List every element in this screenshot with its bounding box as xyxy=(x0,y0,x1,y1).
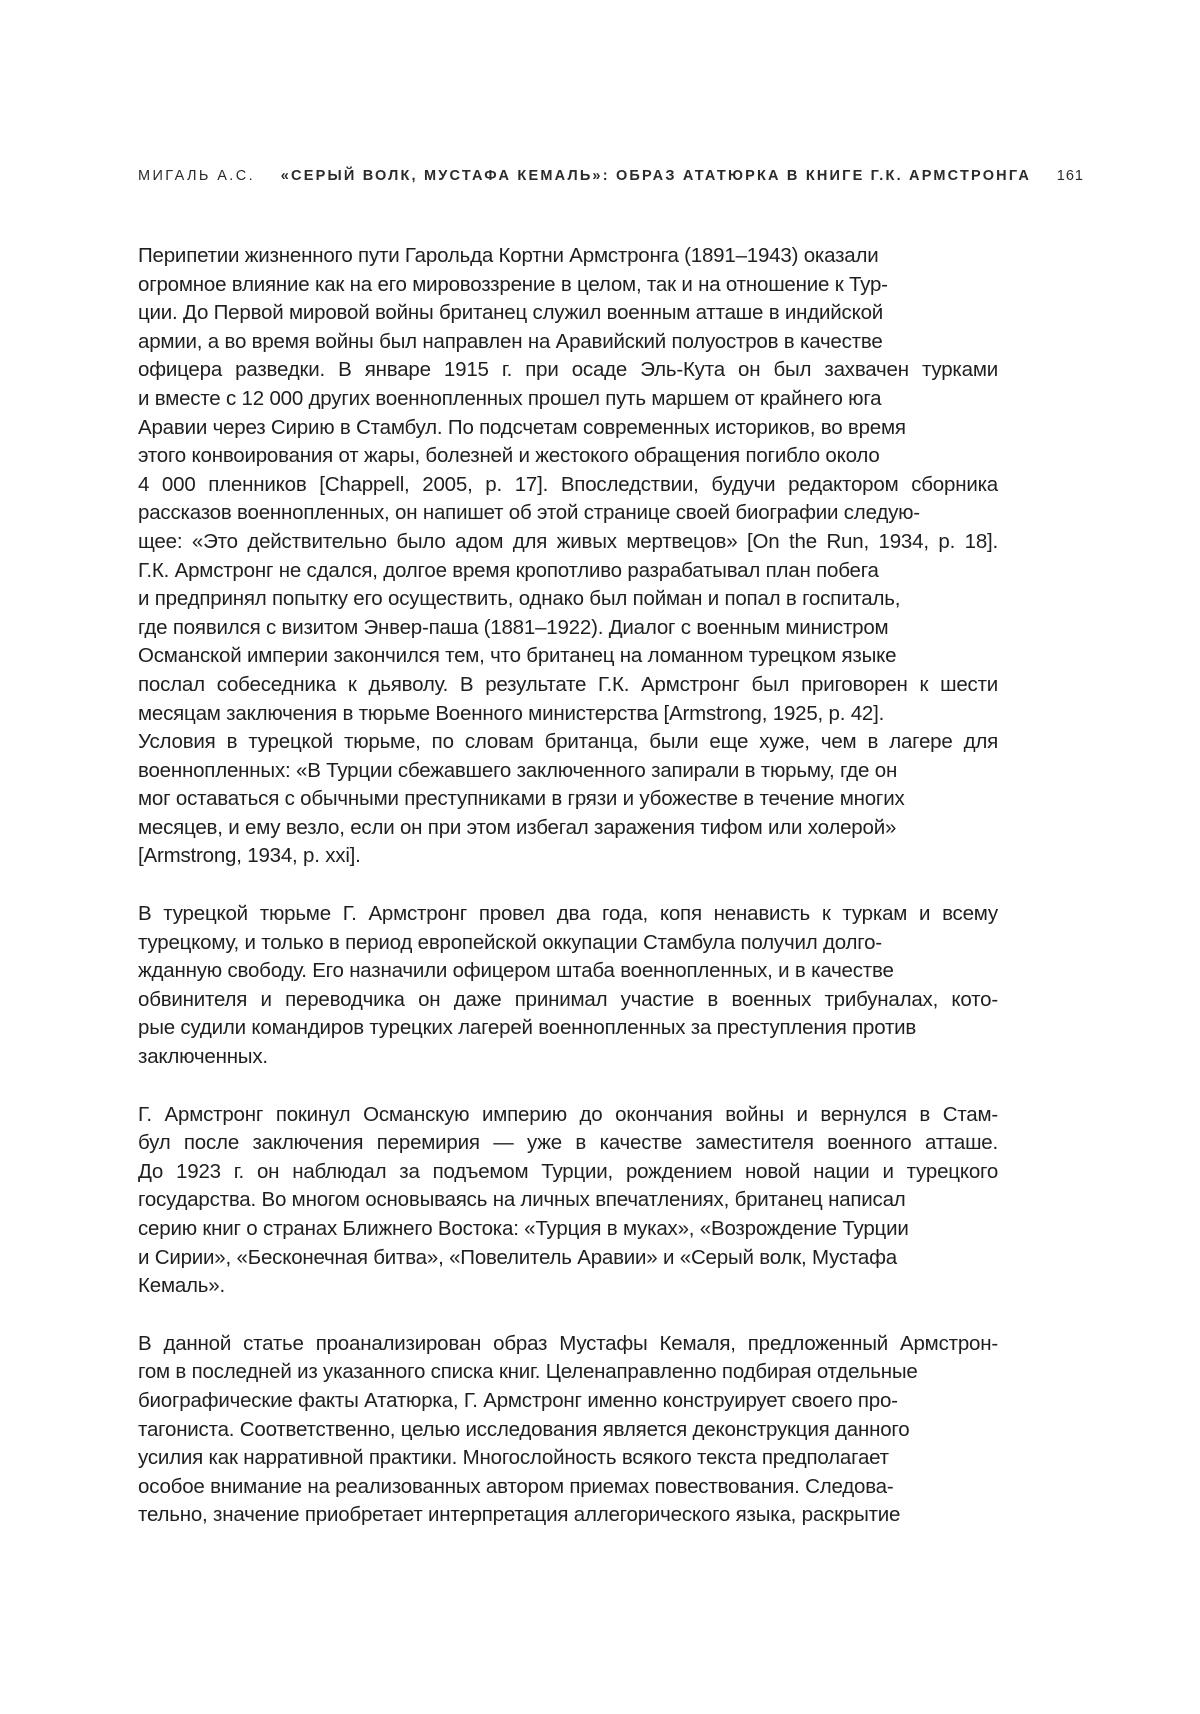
text-line: тагониста. Соответственно, целью исследования является деконструкция данного xyxy=(138,1416,998,1445)
text-line: бул после заключения перемирия — уже в качестве заместителя военного атташе. xyxy=(138,1129,998,1158)
paragraph xyxy=(138,242,998,871)
text-line: государства. Во многом основываясь на личных впечатлениях, британец написал xyxy=(138,1186,998,1215)
text-line: офицера разведки. В январе 1915 г. при осаде Эль-Кута он был захвачен турками xyxy=(138,356,998,385)
text-line: Г.К. Армстронг не сдался, долгое время кропотливо разрабатывал план побега xyxy=(138,557,998,586)
paragraph xyxy=(138,900,998,1072)
text-line: Условия в турецкой тюрьме, по словам британца, были еще хуже, чем в лагере для xyxy=(138,728,998,757)
text-line: мог оставаться с обычными преступниками в грязи и убожестве в течение многих xyxy=(138,785,998,814)
text-line: 4 000 пленников [Chappell, 2005, p. 17]. Впоследствии, будучи редактором сборника xyxy=(138,471,998,500)
text-line: обвинителя и переводчика он даже принимал участие в военных трибуналах, кото- xyxy=(138,986,998,1015)
article-body xyxy=(138,242,998,1559)
text-line: месяцев, и ему везло, если он при этом избегал заражения тифом или холерой» xyxy=(138,814,998,843)
text-line: месяцам заключения в тюрьме Военного министерства [Armstrong, 1925, p. 42]. xyxy=(138,700,998,729)
page-number: 161 xyxy=(1057,168,1084,184)
text-line: послал собеседника к дьяволу. В результате Г.К. Армстронг был приговорен к шести xyxy=(138,671,998,700)
text-line: Аравии через Сирию в Стамбул. По подсчетам современных историков, во время xyxy=(138,414,998,443)
text-line: биографические факты Ататюрка, Г. Армстронг именно конструирует своего про- xyxy=(138,1387,998,1416)
text-line: военнопленных: «В Турции сбежавшего заключенного запирали в тюрьму, где он xyxy=(138,757,998,786)
text-line: В данной статье проанализирован образ Мустафы Кемаля, предложенный Армстрон- xyxy=(138,1330,998,1359)
text-line: особое внимание на реализованных автором приемах повествования. Следова- xyxy=(138,1473,998,1502)
header-author: МИГАЛЬ А.С. xyxy=(138,168,255,184)
text-line: Г. Армстронг покинул Османскую империю до окончания войны и вернулся в Стам- xyxy=(138,1101,998,1130)
text-line: До 1923 г. он наблюдал за подъемом Турции, рождением новой нации и турецкого xyxy=(138,1158,998,1187)
paragraph xyxy=(138,1330,998,1530)
text-line: и вместе с 12 000 других военнопленных прошел путь маршем от крайнего юга xyxy=(138,385,998,414)
text-line: ции. До Первой мировой войны британец служил военным атташе в индийской xyxy=(138,299,998,328)
text-line: и предпринял попытку его осуществить, однако был пойман и попал в госпиталь, xyxy=(138,585,998,614)
text-line: тельно, значение приобретает интерпретация аллегорического языка, раскрытие xyxy=(138,1501,998,1530)
text-line: В турецкой тюрьме Г. Армстронг провел два года, копя ненависть к туркам и всему xyxy=(138,900,998,929)
text-line: серию книг о странах Ближнего Востока: «Турция в муках», «Возрождение Турции xyxy=(138,1215,998,1244)
text-line: Кемаль». xyxy=(138,1272,998,1301)
text-line: рассказов военнопленных, он напишет об этой странице своей биографии следую- xyxy=(138,499,998,528)
text-line: Перипетии жизненного пути Гарольда Кортни Армстронга (1891–1943) оказали xyxy=(138,242,998,271)
text-line: жданную свободу. Его назначили офицером штаба военнопленных, и в качестве xyxy=(138,957,998,986)
text-line: заключенных. xyxy=(138,1043,998,1072)
text-line: рые судили командиров турецких лагерей военнопленных за преступления против xyxy=(138,1014,998,1043)
text-line: и Сирии», «Бесконечная битва», «Повелитель Аравии» и «Серый волк, Мустафа xyxy=(138,1244,998,1273)
text-line: огромное влияние как на его мировоззрение в целом, так и на отношение к Тур- xyxy=(138,271,998,300)
text-line: гом в последней из указанного списка книг. Целенаправленно подбирая отдельные xyxy=(138,1358,998,1387)
document-page xyxy=(0,0,1200,1714)
text-line: где появился с визитом Энвер-паша (1881–1922). Диалог с военным министром xyxy=(138,614,998,643)
text-line: [Armstrong, 1934, p. xxi]. xyxy=(138,842,998,871)
text-line: этого конвоирования от жары, болезней и жестокого обращения погибло около xyxy=(138,442,998,471)
header-article-title: «СЕРЫЙ ВОЛК, МУСТАФА КЕМАЛЬ»: ОБРАЗ АТАТЮРКА В КНИГЕ Г.К. АРМСТРОНГА xyxy=(281,168,1031,184)
running-header xyxy=(138,165,988,187)
paragraph xyxy=(138,1101,998,1301)
text-line: Османской империи закончился тем, что британец на ломанном турецком языке xyxy=(138,642,998,671)
text-line: щее: «Это действительно было адом для живых мертвецов» [On the Run, 1934, p. 18]. xyxy=(138,528,998,557)
text-line: армии, а во время войны был направлен на Аравийский полуостров в качестве xyxy=(138,328,998,357)
text-line: турецкому, и только в период европейской оккупации Стамбула получил долго- xyxy=(138,929,998,958)
text-line: усилия как нарративной практики. Многослойность всякого текста предполагает xyxy=(138,1444,998,1473)
